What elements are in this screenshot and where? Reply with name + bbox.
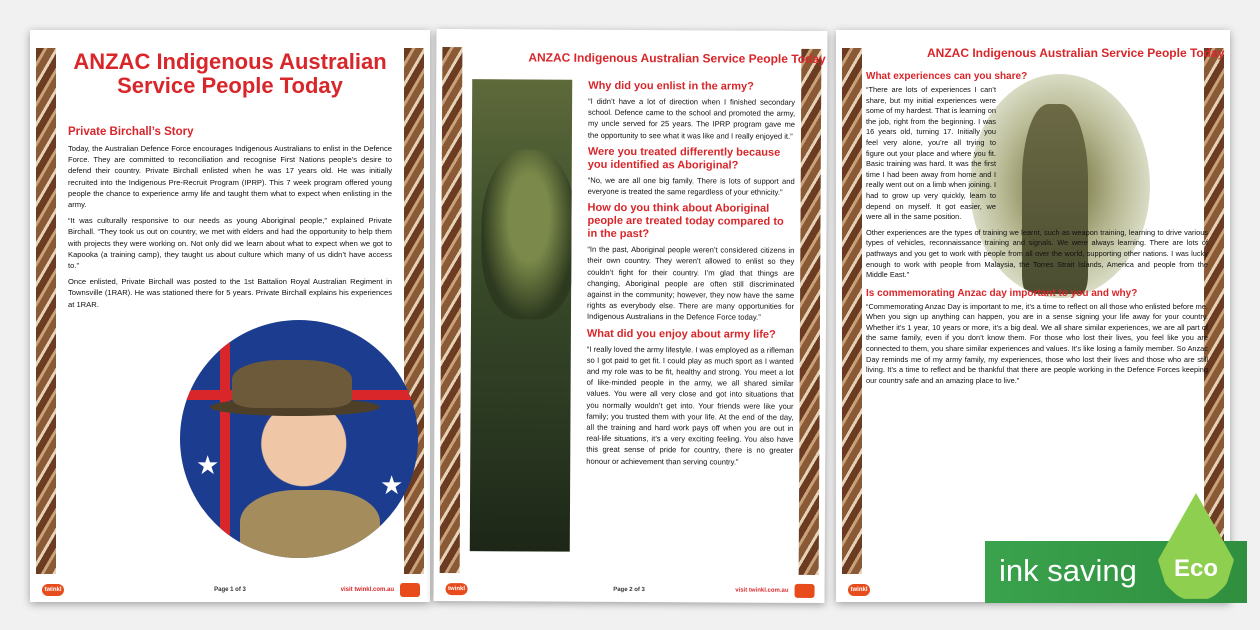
page-number: Page 2 of 3 [613,586,645,594]
page-number: Page 1 of 3 [214,587,246,593]
decorative-border-right [799,49,822,575]
page-body [68,122,392,315]
website-link[interactable]: visit twinkl.com.au [735,587,789,594]
page-title: ANZAC Indigenous Australian Service People Today [927,46,1225,60]
answer-text: “No, we are all one big family. There is lots of support and everyone is treated the same regardless of your ethnicity.” [587,175,795,197]
question-heading: How do you think about Aboriginal people are treated today compared to in the past? [587,201,784,241]
question-heading: What did you enjoy about army life? [586,327,776,341]
question-heading: Were you treated differently because you identified as Aboriginal? [587,145,781,172]
section-heading: Private Birchall’s Story [68,126,194,138]
paragraph: “It was culturally responsive to our needs as young Aboriginal people,” explained Private Birchall. “They took us out on country, we met with elders and had the opportunity to help them with projects they were working on. Not only did we learn about what to expect when we got to Kapooka (a training camp), they taught us about culture which many of us didn’t have access to.” [68,216,392,271]
decorative-border-left [36,48,56,574]
paragraph: Today, the Australian Defence Force encourages Indigenous Australians to enlist in the Defence Force. They are committed to reconciliation and recognise First Nations people’s desire to defend their country. Private Birchall enlisted when he was 17 years old. He was initially recruited into the Indigenous Pre-Recruit Program (IPRP). This 7 week program offered young people the chance to experience army life and taught them what to expect when enlisting in the army. [68,144,392,210]
ink-saving-label: ink saving [999,553,1137,588]
decorative-border-right [404,48,424,574]
page-body [866,70,1208,391]
page-title: ANZAC Indigenous Australian Service People Today [528,50,826,67]
answer-text: “In the past, Aboriginal people weren’t considered citizens in their own country. They weren’t allowed to enlist so they couldn’t fight for their country. I’m glad that things are changing, Aboriginal people are often still discriminated against in the community; however, they now have the same rights as everybody else. There are many opportunities for Indigenous Australians in the Defence Force today.” [586,244,795,323]
page-title: ANZAC Indigenous Australian Service People Today [73,49,387,98]
badge-icon [795,584,815,598]
eco-badge: Eco [1173,555,1218,582]
page-footer [30,576,430,602]
twinkl-logo: twinkl [848,584,870,596]
decorative-border-left [842,48,862,574]
answer-text: “There are lots of experiences I can’t share, but my initial experiences were some of my hardest. That is learning on the job, right from the beginning. I was 16 years old, turning 17. Initially you feel very alone, you’re all trying to figure out your place and where you fit. Basic training was hard. It was the first time I had been away from home and I really went out on a limb when joining. I had to grow up very quickly, learn to depend on myself. It got easier, we were all in the same position. [866,85,996,222]
worksheet-page-3 [836,30,1230,602]
answer-text: “I really loved the army lifestyle. I was employed as a rifleman so I got paid to get fit. I could play as much sport as I wanted and my role was to be fit, healthy and strong. You meet a lot of like-minded people in the army, we all shared similar values. You were all very close and got into situations that you normally wouldn’t get into. Your friends were like your family; you trusted them with your life. At the end of the day, all the training and hard work pays off when you are out in real-life situations, it’s a very exciting feeling. You also have this great sense of pride for country, there is no greater honour or achievement than serving country.” [586,344,794,467]
page-footer [434,575,825,603]
worksheet-page-2 [434,29,828,603]
answer-text: “I didn’t have a lot of direction when I finished secondary school. Defence came to the school and promoted the army, my uncle served for 25 years. The IPRP program gave me the opportunity to see what it was like and I really enjoyed it.” [587,96,796,141]
twinkl-logo: twinkl [446,583,468,595]
question-heading: Why did you enlist in the army? [588,79,754,93]
question-heading: What experiences can you share? [866,71,1028,82]
answer-text: “Commemorating Anzac Day is important to me, it’s a time to reflect on all those who enlisted before me. When you sign up anything can happen, you are in a sense signing your life away for your country. Whether it’s 1 year, 10 years or more, it’s a big deal. We all share similar experiences, we are all part of the same family, even if you don’t know them. For those who lost their lives, you feel like you are connected to them, you share similar experiences and values. It’s like losing a family member. So Anzac Day reminds me of my army family, my experiences, those who lost their lives and those who are still living. It’s a time to reflect and be thankful that there are people working in the Defence Forces keeping our country safe and an amazing place to live.” [866,301,1208,385]
worksheet-page-1 [30,30,430,602]
badge-icon [400,583,420,597]
twinkl-logo: twinkl [42,584,64,596]
question-heading: Is commemorating Anzac day important to you and why? [866,287,1138,299]
answer-text: Other experiences are the types of training we learnt, such as weapon training, learning to drive various types of vehicles, reconnaissance training and signals. We were always learning. There are lots of pathways and you get to work with people from all over the world, supporting other nations. I was lucky enough to work with people from Malaysia, the Torres Strait Islands, America and people from the Middle East.” [866,227,1208,280]
page-body [586,76,795,473]
soldier-portrait-photo: ★ ★ [180,320,418,558]
paragraph: Once enlisted, Private Birchall was posted to the 1st Battalion Royal Australian Regiment in Townsville (1RAR). He was stationed there for 5 years. Private Birchall explains his experiences at 1RAR. [68,277,392,309]
camouflaged-soldier-photo [470,79,572,552]
decorative-border-left [440,47,463,573]
website-link[interactable]: visit twinkl.com.au [340,587,394,593]
